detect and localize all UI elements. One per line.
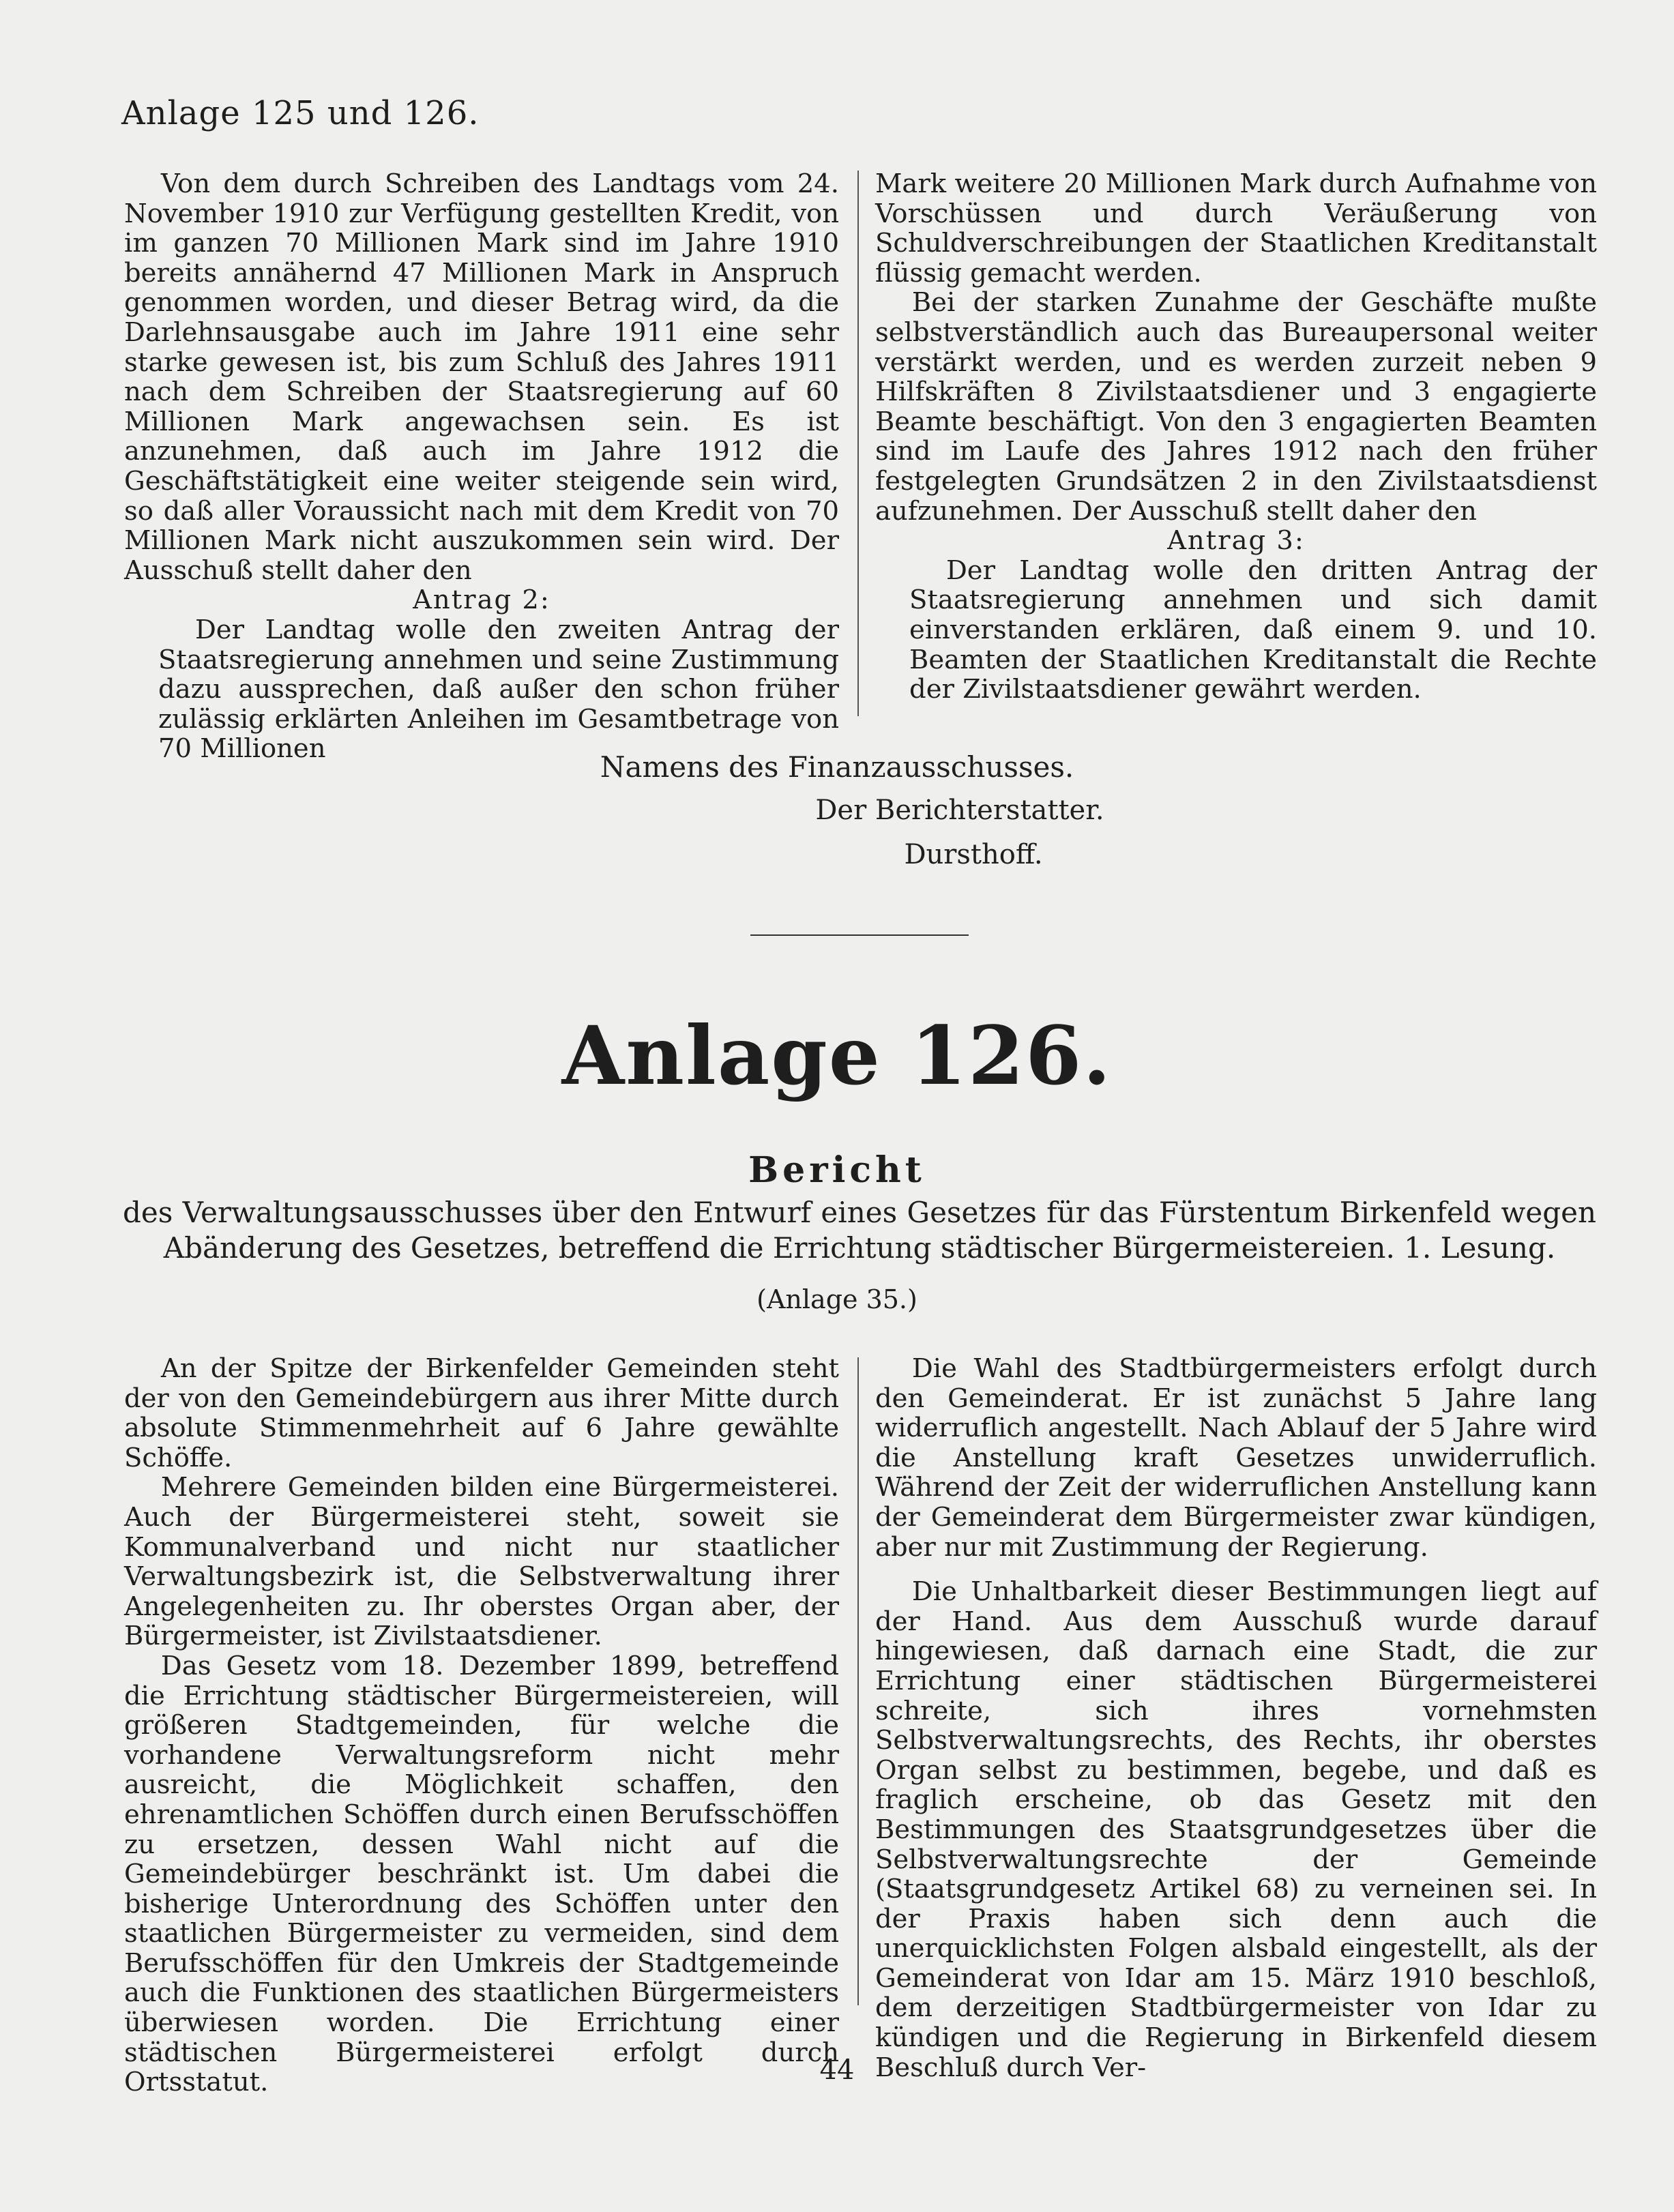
column-divider — [857, 171, 859, 716]
page-number: 44 — [819, 2054, 855, 2086]
top-left-column — [124, 169, 839, 764]
column-divider — [857, 1357, 859, 2005]
paragraph: Bei der starken Zunahme der Geschäfte mußte selbstverständlich auch das Bureaupersonal weiter verstärkt werden, und es werden zurzeit neben 9 Hilfskräften 8 Zivilstaatsdiener und 3 engagierte Beamte beschäftigt. Von den 3 engagierten Beamten sind im Laufe des Jahres 1912 nach den früher festgelegten Grundsätzen 2 in den Zivilstaatsdienst aufzunehmen. Der Ausschuß stellt daher den — [875, 287, 1597, 527]
bottom-right-column — [875, 1354, 1597, 2082]
paragraph: An der Spitze der Birkenfelder Gemeinden steht der von den Gemeindebürgern aus ihrer Mitte durch absolute Stimmenmehrheit auf 6 Jahre gewählte Schöffe. — [124, 1353, 839, 1473]
bottom-left-column — [124, 1354, 839, 2097]
running-head: Anlage 125 und 126. — [121, 94, 480, 132]
signature-committee: Namens des Finanzausschusses. — [600, 750, 1074, 784]
antrag-heading: Antrag 2: — [413, 585, 550, 616]
antrag-text: Der Landtag wolle den dritten Antrag der Staatsregierung annehmen und sich damit einverstanden erklären, daß einem 9. und 10. Beamten der Staatlichen Kreditanstalt die Rechte der Zivilstaatsdiener gewährt werden. — [909, 555, 1597, 705]
paragraph-continuation: Mark weitere 20 Millionen Mark durch Aufnahme von Vorschüssen und durch Veräußerung von Schuldverschreibungen der Staatlichen Kreditanstalt flüssig gemacht werden. — [875, 168, 1597, 289]
section-divider — [750, 934, 969, 936]
paragraph: Die Unhaltbarkeit dieser Bestimmungen liegt auf der Hand. Aus dem Ausschuß wurde darauf hingewiesen, daß darnach eine Stadt, die zur Errichtung einer städtischen Bürgermeisterei schreite, sich ihres vornehmsten Selbstverwaltungsrechts, des Rechts, ihr oberstes Organ selbst zu bestimmen, begebe, und daß es fraglich erscheine, ob das Gesetz mit den Bestimmungen des Staatsgrundgesetzes über die Selbstverwaltungsrechte der Gemeinde (Staatsgrundgesetz Artikel 68) zu verneinen sei. In der Praxis haben sich denn auch die unerquicklichsten Folgen alsbald eingestellt, als der Gemeinderat von Idar am 15. März 1910 beschloß, dem derzeitigen Stadtbürgermeister von Idar zu kündigen und die Regierung in Birkenfeld diesem Beschluß durch Ver- — [875, 1576, 1597, 2083]
antrag-heading: Antrag 3: — [1167, 525, 1305, 557]
report-description: des Verwaltungsausschusses über den Entwurf eines Gesetzes für das Fürstentum Birkenfeld wegen Abänderung des Gesetzes, betreffend die Errichtung städtischer Bürgermeistereien. 1. Lesung. — [123, 1196, 1596, 1265]
paragraph: Die Wahl des Stadtbürgermeisters erfolgt durch den Gemeinderat. Er ist zunächst 5 Jahre lang widerruflich angestellt. Nach Ablauf der 5 Jahre wird die Anstellung kraft Gesetzes unwiderruflich. Während der Zeit der widerruflichen Anstellung kann der Gemeinderat dem Bürgermeister zwar kündigen, aber nur mit Zustimmung der Regierung. — [875, 1353, 1597, 1563]
paragraph: Mehrere Gemeinden bilden eine Bürgermeisterei. Auch der Bürgermeisterei steht, soweit sie Kommunalverband und nicht nur staatlicher Verwaltungsbezirk ist, die Selbstverwaltung ihrer Angelegenheiten zu. Ihr oberstes Organ aber, der Bürgermeister, ist Zivilstaatsdiener. — [124, 1472, 839, 1652]
report-heading: Bericht — [748, 1149, 926, 1191]
top-right-column — [875, 169, 1597, 705]
reference-note: (Anlage 35.) — [757, 1284, 917, 1314]
section-title: Anlage 126. — [561, 1008, 1113, 1103]
paragraph: Das Gesetz vom 18. Dezember 1899, betreffend die Errichtung städtischer Bürgermeistereien, will größeren Stadtgemeinden, für welche die vorhandene Verwaltungsreform nicht mehr ausreicht, die Möglichkeit schaffen, den ehrenamtlichen Schöffen durch einen Berufsschöffen zu ersetzen, dessen Wahl nicht auf die Gemeindebürger beschränkt ist. Um dabei die bisherige Unterordnung des Schöffen unter den staatlichen Bürgermeister zu vermeiden, sind dem Berufsschöffen für den Umkreis der Stadtgemeinde auch die Funktionen des staatlichen Bürgermeisters überwiesen worden. Die Errichtung einer städtischen Bürgermeisterei erfolgt durch Ortsstatut. — [124, 1650, 839, 2098]
antrag-text: Der Landtag wolle den zweiten Antrag der Staatsregierung annehmen und seine Zustimmung dazu aussprechen, daß außer den schon früher zulässig erklärten Anleihen im Gesamtbetrage von 70 Millionen — [158, 614, 839, 765]
signature-name: Dursthoff. — [904, 839, 1043, 870]
paragraph: Von dem durch Schreiben des Landtags vom 24. November 1910 zur Verfügung gestellten Kredit, von im ganzen 70 Millionen Mark sind im Jahre 1910 bereits annähernd 47 Millionen Mark in Anspruch genommen worden, und dieser Betrag wird, da die Darlehnsausgabe auch im Jahre 1911 eine sehr starke gewesen ist, bis zum Schluß des Jahres 1911 nach dem Schreiben der Staatsregierung auf 60 Millionen Mark angewachsen sein. Es ist anzunehmen, daß auch im Jahre 1912 die Geschäftstätigkeit eine weiter steigende sein wird, so daß aller Voraussicht nach mit dem Kredit von 70 Millionen Mark nicht auszukommen sein wird. Der Ausschuß stellt daher den — [124, 168, 839, 586]
signature-role: Der Berichterstatter. — [815, 795, 1104, 826]
